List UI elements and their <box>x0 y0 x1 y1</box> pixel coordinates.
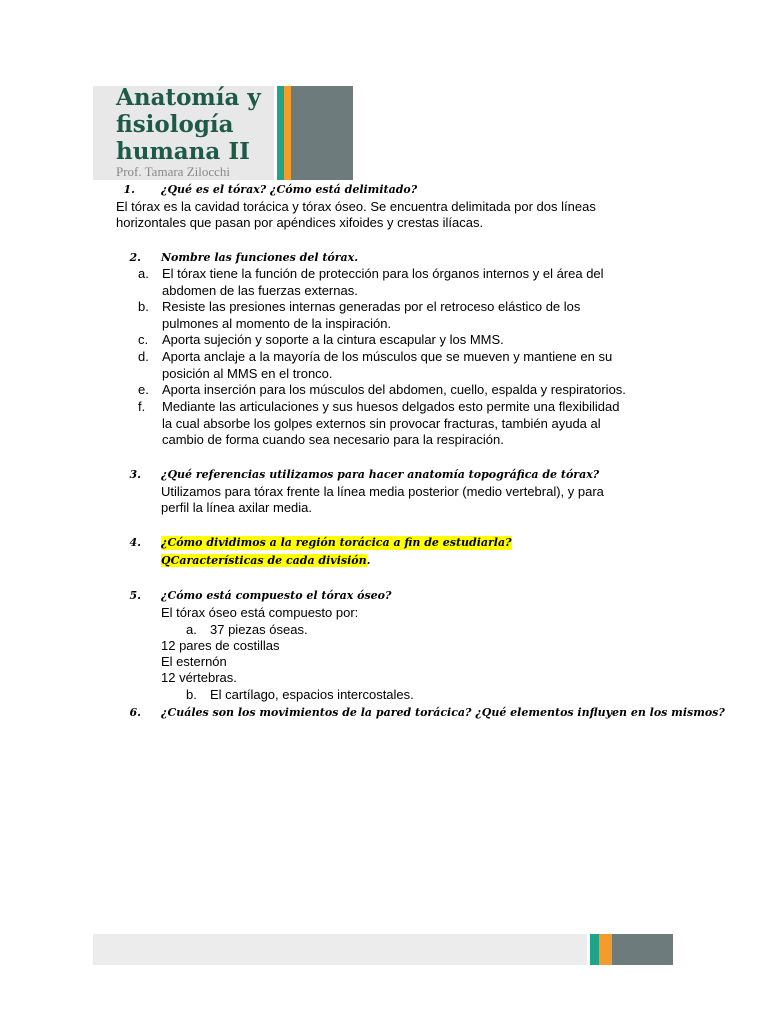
question-number: 5. <box>129 589 141 602</box>
answer-5-line: El esternón <box>161 654 227 669</box>
title-line: Anatomía y <box>116 84 261 111</box>
list-letter: e. <box>138 382 149 397</box>
question-text-highlighted: QCaracterísticas de cada división <box>161 554 367 567</box>
list-text: Mediante las articulaciones y sus huesos delgados esto permite una flexibilidad <box>162 399 620 414</box>
list-letter: b. <box>138 299 149 314</box>
list-text: Resiste las presiones internas generadas por el retroceso elástico de los <box>162 299 581 314</box>
list-text: El tórax tiene la función de protección para los órganos internos y el área del <box>162 266 604 281</box>
list-text: la cual absorbe los golpes externos sin provocar fracturas, también ayuda al <box>162 415 601 431</box>
list-text: abdomen de las fuerzas externas. <box>162 282 358 298</box>
footer-stripe-teal <box>590 934 599 965</box>
question-number: 4. <box>129 536 141 549</box>
title-line: fisiología <box>116 111 234 138</box>
answer-1-line: horizontales que pasan por apéndices xifoides y crestas ilíacas. <box>116 215 484 230</box>
answer-3-line: perfil la línea axilar media. <box>161 500 313 515</box>
title-line: humana II <box>116 138 250 165</box>
list-letter: d. <box>138 349 149 364</box>
header-stripe-teal <box>277 86 284 180</box>
answer-1-line: El tórax es la cavidad torácica y tórax óseo. Se encuentra delimitada por dos líneas <box>116 199 596 214</box>
question-text: ¿Cuáles son los movimientos de la pared torácica? ¿Qué elementos influyen en los mismos? <box>161 706 725 719</box>
list-text: El cartílago, espacios intercostales. <box>210 687 414 702</box>
answer-5-line: 12 vértebras. <box>161 670 237 685</box>
list-letter: b. <box>186 687 197 702</box>
question-text-highlighted: ¿Cómo dividimos a la región torácica a fin de estudiarla? <box>161 536 512 549</box>
list-text: 37 piezas óseas. <box>210 622 308 637</box>
document-title <box>116 84 286 165</box>
list-letter: a. <box>186 622 197 637</box>
answer-5-line: 12 pares de costillas <box>161 638 280 653</box>
author-name: Prof. Tamara Zilocchi <box>116 164 231 179</box>
question-number: 1. <box>123 183 135 196</box>
list-letter: f. <box>138 399 146 414</box>
answer-5-intro: El tórax óseo está compuesto por: <box>161 605 359 620</box>
list-text: pulmones al momento de la inspiración. <box>162 315 392 331</box>
question-text: ¿Cómo está compuesto el tórax óseo? <box>161 589 392 602</box>
list-letter: a. <box>138 266 149 281</box>
question-text: ¿Qué referencias utilizamos para hacer anatomía topográfica de tórax? <box>161 468 600 481</box>
question-text-end: . <box>366 554 371 567</box>
footer-bar <box>93 934 587 965</box>
list-text: posición al MMS en el tronco. <box>162 365 333 381</box>
footer-stripe-orange <box>599 934 612 965</box>
list-letter: c. <box>138 332 149 347</box>
question-text: ¿Qué es el tórax? ¿Cómo está delimitado? <box>161 183 418 196</box>
list-text: Aporta sujeción y soporte a la cintura escapular y los MMS. <box>162 332 504 347</box>
question-number: 2. <box>129 251 141 264</box>
header-stripe-orange <box>284 86 291 180</box>
question-number: 3. <box>129 468 141 481</box>
footer-block-slate <box>612 934 673 965</box>
question-4-continued <box>161 554 370 568</box>
list-text: cambio de forma cuando sea necesario para la respiración. <box>162 432 504 447</box>
question-number: 6. <box>129 706 141 719</box>
list-text: Aporta anclaje a la mayoría de los músculos que se mueven y mantiene en su <box>162 349 613 364</box>
list-text: Aporta inserción para los músculos del abdomen, cuello, espalda y respiratorios. <box>162 382 626 397</box>
question-text: Nombre las funciones del tórax. <box>161 251 359 264</box>
answer-3-line: Utilizamos para tórax frente la línea media posterior (medio vertebral), y para <box>161 484 604 499</box>
header-block-slate <box>291 86 353 180</box>
